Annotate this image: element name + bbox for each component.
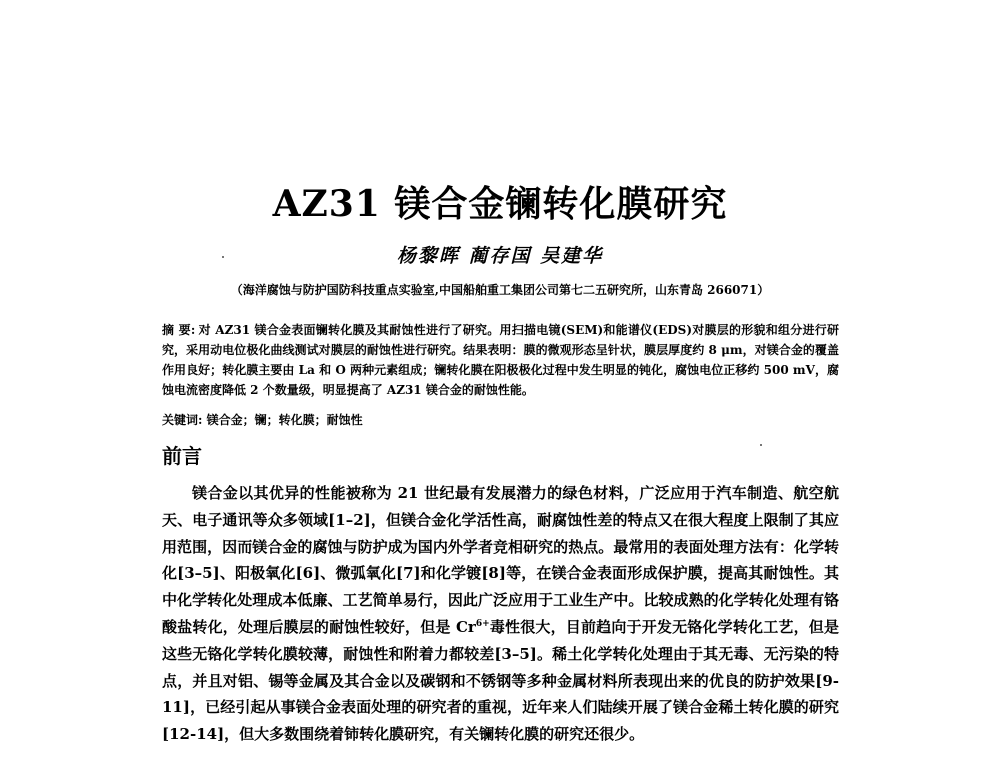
- paragraph-text-part2: 毒性很大，目前趋向于开发无铬化学转化工艺，但是这些无铬化学转化膜较薄，耐蚀性和附着力都较差[3–5]。稀土化学转化处理由于其无毒、无污染的特点，并且对铝、锡等金属及其合金以及碳钢和不锈钢等多种金属材料所表现出来的优良的防护效果[9-11]，已经引起从事镁合金表面处理的研究者的重视，近年来人们陆续开展了镁合金稀土转化膜的研究[12-14]，但大多数围绕着铈转化膜研究，有关镧转化膜的研究还很少。: [162, 617, 839, 744]
- section-heading-introduction: 前言: [162, 444, 202, 468]
- abstract: [162, 320, 839, 400]
- introduction-paragraph: [162, 480, 839, 748]
- keywords: [162, 410, 839, 430]
- scan-speck: [760, 444, 762, 446]
- abstract-label: 摘 要:: [162, 323, 196, 337]
- authors: 杨黎晖 蔺存国 吴建华: [396, 245, 604, 267]
- paragraph-text-part1: 镁合金以其优异的性能被称为 21 世纪最有发展潜力的绿色材料，广泛应用于汽车制造、航空航天、电子通讯等众多领域[1–2]，但镁合金化学活性高，耐腐蚀性差的特点又在很大程度上限制了其应用范围，因而镁合金的腐蚀与防护成为国内外学者竞相研究的热点。最常用的表面处理方法有：化学转化[3–5]、阳极氧化[6]、微弧氧化[7]和化学镀[8]等，在镁合金表面形成保护膜，提高其耐蚀性。其中化学转化处理成本低廉、工艺简单易行，因此广泛应用于工业生产中。比较成熟的化学转化处理有铬酸盐转化，处理后膜层的耐蚀性较好，但是 Cr: [162, 484, 839, 636]
- scan-speck: [222, 256, 224, 258]
- paper-title: AZ31 镁合金镧转化膜研究: [272, 183, 728, 225]
- chromium-superscript: 6+: [475, 618, 490, 629]
- keywords-text: 镁合金；镧；转化膜；耐蚀性: [206, 413, 363, 427]
- abstract-text: 对 AZ31 镁合金表面镧转化膜及其耐蚀性进行了研究。用扫描电镜(SEM)和能谱仪(EDS)对膜层的形貌和组分进行研究，采用动电位极化曲线测试对膜层的耐蚀性进行研究。结果表明：膜的微观形态呈针状，膜层厚度约 8 μm，对镁合金的覆盖作用良好；转化膜主要由 La 和 O 两种元素组成；镧转化膜在阳极极化过程中发生明显的钝化，腐蚀电位正移约 500 mV，腐蚀电流密度降低 2 个数量级，明显提高了 AZ31 镁合金的耐蚀性能。: [162, 323, 839, 397]
- keywords-label: 关键词:: [162, 413, 203, 427]
- affiliation: （海洋腐蚀与防护国防科技重点实验室,中国船舶重工集团公司第七二五研究所，山东青岛 266071）: [230, 283, 770, 297]
